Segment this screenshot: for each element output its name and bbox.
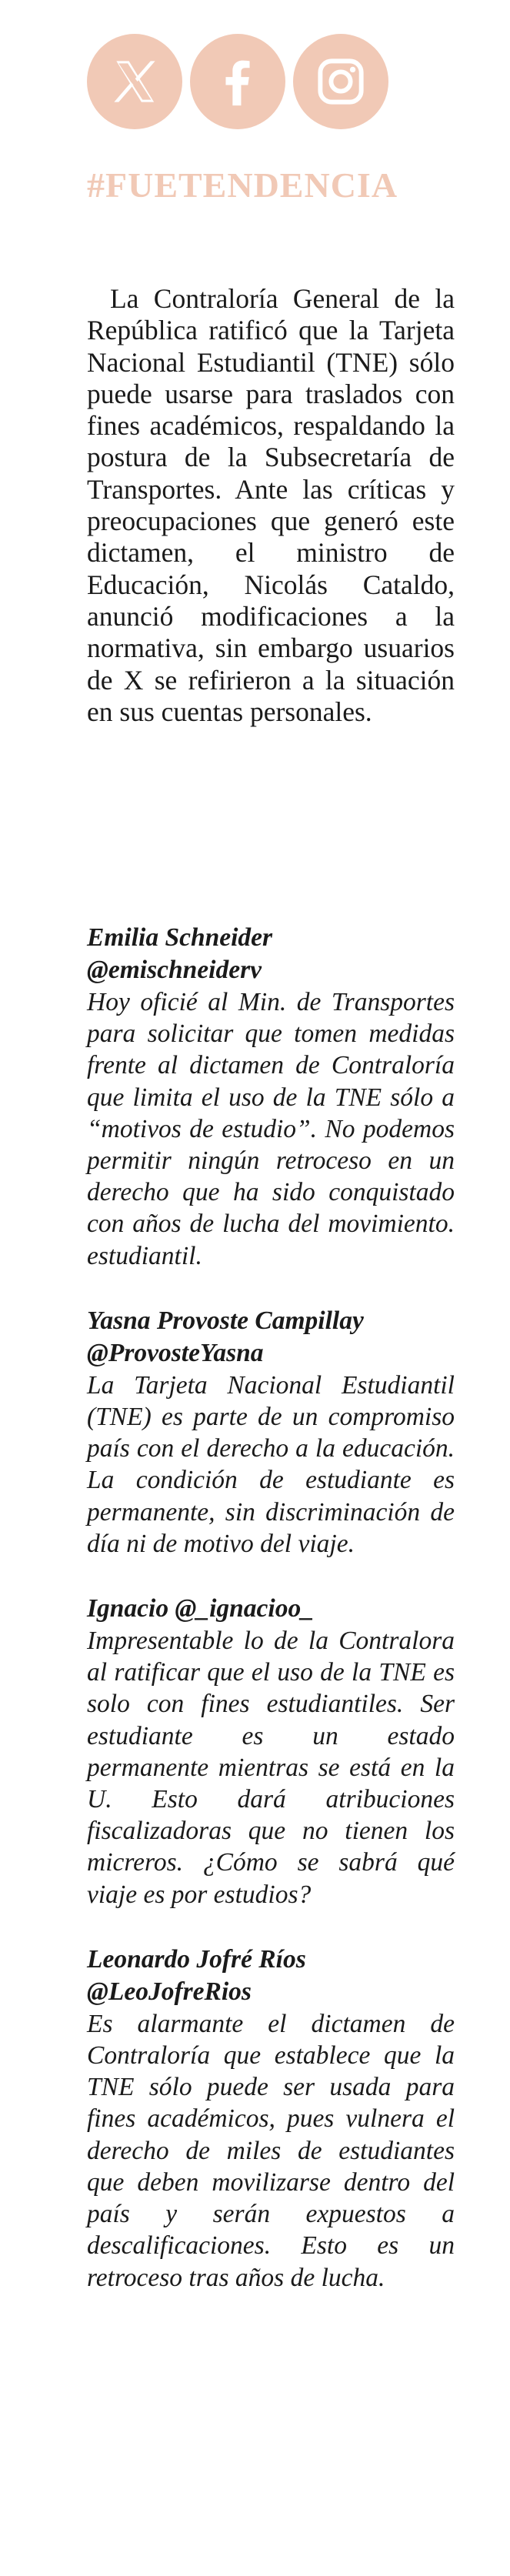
post-handle[interactable]: @emischneiderv [87,956,262,984]
post-text: Es alarmante el dictamen de Contraloría que establece que la TNE sólo puede ser usada para fines académicos, pues vulnera el derecho de miles de estudiantes que deben movilizarse dentro del país y serán expuestos a descalificaciones. Esto es un retroceso tras años de lucha. [87,2009,455,2292]
section-hashtag: #FUETENDENCIA [87,165,398,205]
post-handle[interactable]: @ProvosteYasna [87,1338,264,1367]
instagram-social-button[interactable] [293,34,388,129]
facebook-social-button[interactable] [190,34,285,129]
post-author: Emilia Schneider [87,923,273,952]
post-text: Impresentable lo de la Contralora al ratificar que el uso de la TNE es solo con fines estudiantiles. Ser estudiante es un estado permanente mientras se está en la U. Esto dará atribuciones fiscalizadoras que no tienen los micreros. ¿Cómo se sabrá qué viaje es por estudios? [87,1627,455,1909]
post-text: Hoy oficié al Min. de Transportes para solicitar que tomen medidas frente al dictamen de Contraloría que limita el uso de la TNE sólo a “motivos de estudio”. No podemos permitir ningún retroceso en un derecho que ha sido conquistado con años de lucha del movimiento. estudiantil. [87,988,455,1270]
instagram-icon [312,53,369,110]
social-post [87,1593,455,1910]
facebook-icon [209,53,266,110]
post-author: Yasna Provoste Campillay [87,1306,364,1335]
social-post [87,1305,455,1560]
social-posts-list [87,922,455,2327]
social-post [87,1944,455,2294]
social-icons-row [87,34,388,129]
post-handle[interactable]: @LeoJofreRios [87,1977,252,2006]
post-text: La Tarjeta Nacional Estudiantil (TNE) es parte de un compromiso país con el derecho a la educación. La condición de estudiante es permanente, sin discriminación de día ni de motivo del viaje. [87,1370,455,1558]
post-author: Ignacio @_ignacioo_ [87,1594,314,1623]
post-author: Leonardo Jofré Ríos [87,1944,306,1974]
x-icon [106,53,163,110]
intro-paragraph: La Contraloría General de la República ratificó que la Tarjeta Nacional Estudiantil (TNE) sólo puede usarse para traslados con fines académicos, respaldando la postura de la Subsecretaría de Transportes. Ante las críticas y preocupaciones que generó este dictamen, el ministro de Educación, Nicolás Cataldo, anunció modificaciones a la normativa, sin embargo usuarios de X se refirieron a la situación en sus cuentas personales. [87,283,455,727]
x-social-button[interactable] [87,34,182,129]
social-post [87,922,455,1272]
